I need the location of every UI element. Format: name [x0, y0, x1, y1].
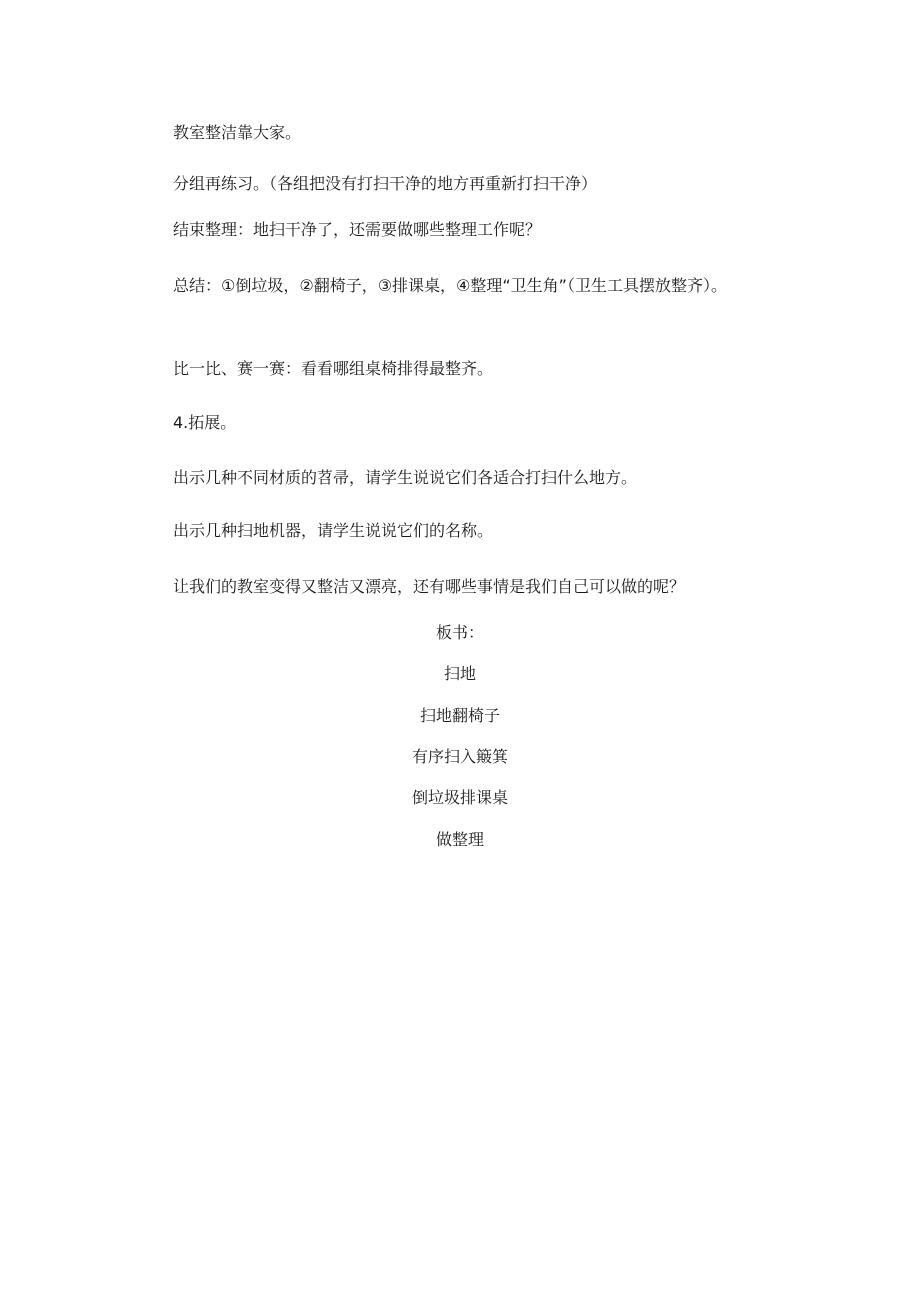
paragraph-question: 让我们的教室变得又整洁又漂亮，还有哪些事情是我们自己可以做的呢？ — [173, 577, 686, 596]
paragraph-classroom-clean: 教室整洁靠大家。 — [173, 123, 302, 142]
board-line: 扫地 — [443, 664, 476, 683]
paragraph-group-practice: 分组再练习。（各组把没有打扫干净的地方再重新打扫干净） — [173, 174, 598, 193]
paragraph-extension-heading: 4.拓展。 — [173, 413, 237, 432]
paragraph-finish-tidy: 结束整理：地扫干净了，还需要做哪些整理工作呢？ — [173, 220, 542, 239]
paragraph-brooms: 出示几种不同材质的苕帚，请学生说说它们各适合打扫什么地方。 — [173, 468, 638, 487]
paragraph-competition: 比一比、赛一赛：看看哪组桌椅排得最整齐。 — [173, 359, 494, 378]
board-line: 有序扫入簸箕 — [411, 747, 508, 766]
board-line: 倒垃圾排课桌 — [411, 788, 508, 807]
board-line: 扫地翻椅子 — [419, 706, 500, 725]
board-title: 板书： — [435, 623, 484, 642]
board-line: 做整理 — [435, 830, 484, 849]
paragraph-summary: 总结：①倒垃圾，②翻椅子，③排课桌，④整理“卫生角”（卫生工具摆放整齐）。 — [173, 276, 727, 295]
paragraph-machines: 出示几种扫地机器，请学生说说它们的名称。 — [173, 521, 494, 540]
